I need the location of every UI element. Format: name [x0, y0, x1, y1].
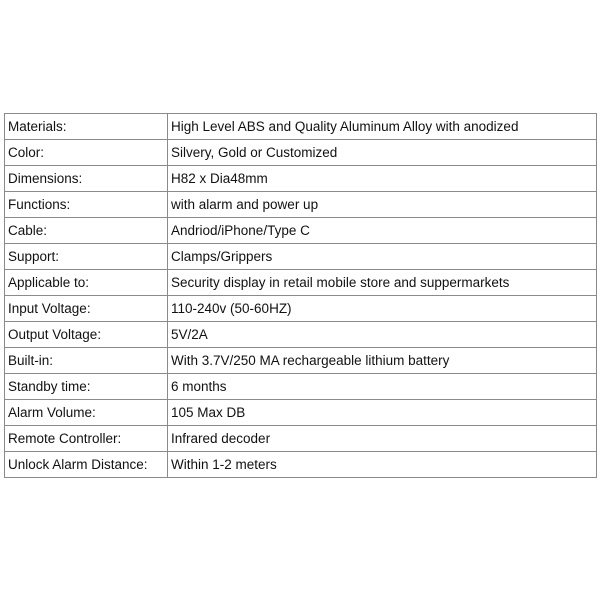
- spec-value: With 3.7V/250 MA rechargeable lithium battery: [168, 348, 597, 374]
- spec-value: H82 x Dia48mm: [168, 166, 597, 192]
- spec-value: Infrared decoder: [168, 426, 597, 452]
- table-row: [5, 296, 597, 322]
- spec-table: [4, 113, 597, 478]
- table-row: [5, 400, 597, 426]
- spec-label: Functions:: [5, 192, 168, 218]
- spec-label: Output Voltage:: [5, 322, 168, 348]
- spec-value: 6 months: [168, 374, 597, 400]
- spec-value: with alarm and power up: [168, 192, 597, 218]
- spec-label: Alarm Volume:: [5, 400, 168, 426]
- table-row: [5, 348, 597, 374]
- spec-value: Silvery, Gold or Customized: [168, 140, 597, 166]
- table-row: [5, 140, 597, 166]
- spec-label: Color:: [5, 140, 168, 166]
- table-row: [5, 374, 597, 400]
- spec-value: High Level ABS and Quality Aluminum Alloy with anodized: [168, 114, 597, 140]
- spec-value: Clamps/Grippers: [168, 244, 597, 270]
- spec-label: Materials:: [5, 114, 168, 140]
- table-row: [5, 426, 597, 452]
- spec-value: Andriod/iPhone/Type C: [168, 218, 597, 244]
- spec-label: Standby time:: [5, 374, 168, 400]
- table-row: [5, 218, 597, 244]
- table-row: [5, 114, 597, 140]
- table-row: [5, 244, 597, 270]
- table-row: [5, 322, 597, 348]
- spec-label: Cable:: [5, 218, 168, 244]
- spec-value: 110-240v (50-60HZ): [168, 296, 597, 322]
- spec-value: 5V/2A: [168, 322, 597, 348]
- spec-value: 105 Max DB: [168, 400, 597, 426]
- spec-label: Support:: [5, 244, 168, 270]
- spec-label: Input Voltage:: [5, 296, 168, 322]
- table-row: [5, 452, 597, 478]
- spec-label: Unlock Alarm Distance:: [5, 452, 168, 478]
- spec-label: Dimensions:: [5, 166, 168, 192]
- table-row: [5, 192, 597, 218]
- spec-table-body: [5, 114, 597, 478]
- spec-value: Security display in retail mobile store and suppermarkets: [168, 270, 597, 296]
- spec-label: Remote Controller:: [5, 426, 168, 452]
- spec-value: Within 1-2 meters: [168, 452, 597, 478]
- table-row: [5, 166, 597, 192]
- spec-label: Built-in:: [5, 348, 168, 374]
- table-row: [5, 270, 597, 296]
- spec-label: Applicable to:: [5, 270, 168, 296]
